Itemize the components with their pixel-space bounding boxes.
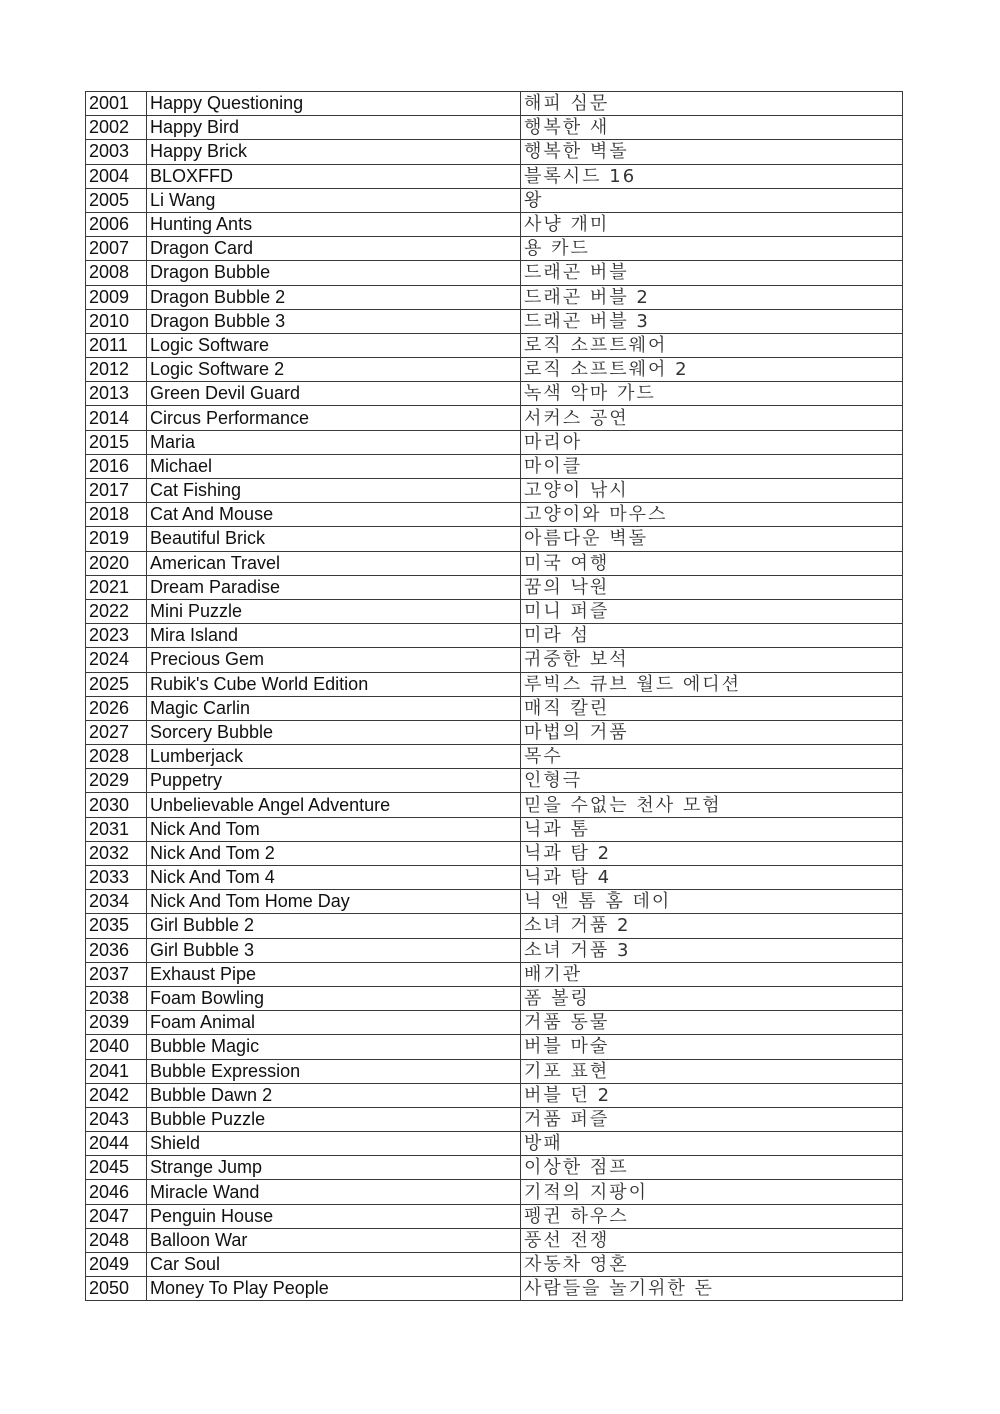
table-row <box>86 1277 903 1301</box>
english-title-cell: Happy Brick <box>147 140 521 164</box>
table-row <box>86 212 903 236</box>
table-row <box>86 116 903 140</box>
english-title-cell: Lumberjack <box>147 745 521 769</box>
english-title-cell: Dream Paradise <box>147 575 521 599</box>
english-title-cell: Foam Animal <box>147 1011 521 1035</box>
english-title-cell: Bubble Magic <box>147 1035 521 1059</box>
english-title-cell: Green Devil Guard <box>147 382 521 406</box>
korean-title-cell: 자동차 영혼 <box>521 1253 903 1277</box>
english-title-cell: Li Wang <box>147 188 521 212</box>
table-row <box>86 696 903 720</box>
english-title-cell: Miracle Wand <box>147 1180 521 1204</box>
table-row <box>86 285 903 309</box>
korean-title-cell: 행복한 벽돌 <box>521 140 903 164</box>
english-title-cell: Penguin House <box>147 1204 521 1228</box>
english-title-cell: Mira Island <box>147 624 521 648</box>
english-title-cell: Cat Fishing <box>147 479 521 503</box>
game-number-cell: 2032 <box>86 841 147 865</box>
game-number-cell: 2030 <box>86 793 147 817</box>
korean-title-cell: 풍선 전쟁 <box>521 1228 903 1252</box>
table-row <box>86 164 903 188</box>
english-title-cell: Cat And Mouse <box>147 503 521 527</box>
korean-title-cell: 닉과 톰 <box>521 817 903 841</box>
table-row <box>86 92 903 116</box>
korean-title-cell: 미라 섬 <box>521 624 903 648</box>
game-number-cell: 2035 <box>86 914 147 938</box>
english-title-cell: Nick And Tom <box>147 817 521 841</box>
table-row <box>86 1253 903 1277</box>
english-title-cell: Strange Jump <box>147 1156 521 1180</box>
korean-title-cell: 믿을 수없는 천사 모험 <box>521 793 903 817</box>
english-title-cell: Money To Play People <box>147 1277 521 1301</box>
korean-title-cell: 미니 퍼즐 <box>521 599 903 623</box>
table-row <box>86 599 903 623</box>
game-number-cell: 2013 <box>86 382 147 406</box>
korean-title-cell: 이상한 점프 <box>521 1156 903 1180</box>
english-title-cell: Mini Puzzle <box>147 599 521 623</box>
korean-title-cell: 미국 여행 <box>521 551 903 575</box>
english-title-cell: Shield <box>147 1132 521 1156</box>
english-title-cell: Nick And Tom 2 <box>147 841 521 865</box>
table-row <box>86 1228 903 1252</box>
game-number-cell: 2040 <box>86 1035 147 1059</box>
korean-title-cell: 고양이 낚시 <box>521 479 903 503</box>
game-number-cell: 2029 <box>86 769 147 793</box>
english-title-cell: Rubik's Cube World Edition <box>147 672 521 696</box>
table-row <box>86 575 903 599</box>
english-title-cell: Bubble Puzzle <box>147 1107 521 1131</box>
table-row <box>86 817 903 841</box>
table-row <box>86 986 903 1010</box>
korean-title-cell: 매직 칼린 <box>521 696 903 720</box>
game-number-cell: 2027 <box>86 720 147 744</box>
english-title-cell: Michael <box>147 454 521 478</box>
table-row <box>86 1107 903 1131</box>
game-number-cell: 2031 <box>86 817 147 841</box>
korean-title-cell: 마리아 <box>521 430 903 454</box>
game-number-cell: 2048 <box>86 1228 147 1252</box>
game-number-cell: 2043 <box>86 1107 147 1131</box>
game-number-cell: 2022 <box>86 599 147 623</box>
game-number-cell: 2001 <box>86 92 147 116</box>
table-row <box>86 1083 903 1107</box>
korean-title-cell: 용 카드 <box>521 237 903 261</box>
table-row <box>86 261 903 285</box>
english-title-cell: Happy Questioning <box>147 92 521 116</box>
english-title-cell: Car Soul <box>147 1253 521 1277</box>
table-row <box>86 914 903 938</box>
game-number-cell: 2018 <box>86 503 147 527</box>
english-title-cell: Maria <box>147 430 521 454</box>
table-row <box>86 430 903 454</box>
table-row <box>86 1132 903 1156</box>
table-row <box>86 454 903 478</box>
korean-title-cell: 해피 심문 <box>521 92 903 116</box>
game-number-cell: 2011 <box>86 333 147 357</box>
game-number-cell: 2037 <box>86 962 147 986</box>
table-row <box>86 938 903 962</box>
korean-title-cell: 닉과 탐 2 <box>521 841 903 865</box>
game-number-cell: 2014 <box>86 406 147 430</box>
korean-title-cell: 버블 마술 <box>521 1035 903 1059</box>
table-row <box>86 188 903 212</box>
korean-title-cell: 행복한 새 <box>521 116 903 140</box>
table-row <box>86 527 903 551</box>
table-row <box>86 720 903 744</box>
korean-title-cell: 닉 앤 톰 홈 데이 <box>521 890 903 914</box>
game-number-cell: 2028 <box>86 745 147 769</box>
table-row <box>86 745 903 769</box>
table-row <box>86 1180 903 1204</box>
english-title-cell: Beautiful Brick <box>147 527 521 551</box>
game-number-cell: 2017 <box>86 479 147 503</box>
game-number-cell: 2010 <box>86 309 147 333</box>
table-row <box>86 769 903 793</box>
game-number-cell: 2046 <box>86 1180 147 1204</box>
korean-title-cell: 귀중한 보석 <box>521 648 903 672</box>
english-title-cell: Precious Gem <box>147 648 521 672</box>
english-title-cell: Logic Software <box>147 333 521 357</box>
korean-title-cell: 기포 표현 <box>521 1059 903 1083</box>
korean-title-cell: 폼 볼링 <box>521 986 903 1010</box>
table-row <box>86 309 903 333</box>
korean-title-cell: 블록시드 16 <box>521 164 903 188</box>
game-number-cell: 2034 <box>86 890 147 914</box>
game-number-cell: 2025 <box>86 672 147 696</box>
korean-title-cell: 방패 <box>521 1132 903 1156</box>
korean-title-cell: 닉과 탐 4 <box>521 866 903 890</box>
english-title-cell: Dragon Bubble 2 <box>147 285 521 309</box>
korean-title-cell: 배기관 <box>521 962 903 986</box>
game-number-cell: 2004 <box>86 164 147 188</box>
english-title-cell: Nick And Tom Home Day <box>147 890 521 914</box>
game-number-cell: 2033 <box>86 866 147 890</box>
korean-title-cell: 녹색 악마 가드 <box>521 382 903 406</box>
korean-title-cell: 로직 소프트웨어 <box>521 333 903 357</box>
english-title-cell: Hunting Ants <box>147 212 521 236</box>
table-row <box>86 333 903 357</box>
korean-title-cell: 드래곤 버블 2 <box>521 285 903 309</box>
table-row <box>86 1035 903 1059</box>
game-number-cell: 2019 <box>86 527 147 551</box>
korean-title-cell: 소녀 거품 2 <box>521 914 903 938</box>
table-row <box>86 1156 903 1180</box>
game-number-cell: 2044 <box>86 1132 147 1156</box>
game-number-cell: 2023 <box>86 624 147 648</box>
english-title-cell: Puppetry <box>147 769 521 793</box>
game-number-cell: 2026 <box>86 696 147 720</box>
game-number-cell: 2041 <box>86 1059 147 1083</box>
game-number-cell: 2045 <box>86 1156 147 1180</box>
game-number-cell: 2038 <box>86 986 147 1010</box>
table-row <box>86 140 903 164</box>
korean-title-cell: 로직 소프트웨어 2 <box>521 358 903 382</box>
english-title-cell: Dragon Bubble 3 <box>147 309 521 333</box>
korean-title-cell: 사냥 개미 <box>521 212 903 236</box>
table-row <box>86 648 903 672</box>
korean-title-cell: 드래곤 버블 <box>521 261 903 285</box>
game-number-cell: 2021 <box>86 575 147 599</box>
game-number-cell: 2006 <box>86 212 147 236</box>
korean-title-cell: 꿈의 낙원 <box>521 575 903 599</box>
table-row <box>86 358 903 382</box>
game-number-cell: 2009 <box>86 285 147 309</box>
english-title-cell: Nick And Tom 4 <box>147 866 521 890</box>
korean-title-cell: 목수 <box>521 745 903 769</box>
table-row <box>86 551 903 575</box>
english-title-cell: American Travel <box>147 551 521 575</box>
game-number-cell: 2042 <box>86 1083 147 1107</box>
game-number-cell: 2039 <box>86 1011 147 1035</box>
english-title-cell: BLOXFFD <box>147 164 521 188</box>
game-title-table <box>85 91 903 1301</box>
table-row <box>86 624 903 648</box>
english-title-cell: Balloon War <box>147 1228 521 1252</box>
table-row <box>86 962 903 986</box>
korean-title-cell: 기적의 지팡이 <box>521 1180 903 1204</box>
game-list-sheet <box>85 91 903 1301</box>
english-title-cell: Logic Software 2 <box>147 358 521 382</box>
game-number-cell: 2012 <box>86 358 147 382</box>
table-row <box>86 382 903 406</box>
english-title-cell: Girl Bubble 3 <box>147 938 521 962</box>
game-number-cell: 2015 <box>86 430 147 454</box>
table-row <box>86 406 903 430</box>
korean-title-cell: 소녀 거품 3 <box>521 938 903 962</box>
english-title-cell: Dragon Bubble <box>147 261 521 285</box>
english-title-cell: Unbelievable Angel Adventure <box>147 793 521 817</box>
table-row <box>86 479 903 503</box>
game-number-cell: 2008 <box>86 261 147 285</box>
game-number-cell: 2050 <box>86 1277 147 1301</box>
table-row <box>86 1011 903 1035</box>
korean-title-cell: 서커스 공연 <box>521 406 903 430</box>
game-number-cell: 2020 <box>86 551 147 575</box>
table-row <box>86 793 903 817</box>
korean-title-cell: 루빅스 큐브 월드 에디션 <box>521 672 903 696</box>
korean-title-cell: 버블 던 2 <box>521 1083 903 1107</box>
korean-title-cell: 드래곤 버블 3 <box>521 309 903 333</box>
english-title-cell: Exhaust Pipe <box>147 962 521 986</box>
table-row <box>86 237 903 261</box>
english-title-cell: Sorcery Bubble <box>147 720 521 744</box>
english-title-cell: Foam Bowling <box>147 986 521 1010</box>
korean-title-cell: 고양이와 마우스 <box>521 503 903 527</box>
english-title-cell: Happy Bird <box>147 116 521 140</box>
english-title-cell: Bubble Expression <box>147 1059 521 1083</box>
game-number-cell: 2005 <box>86 188 147 212</box>
game-number-cell: 2024 <box>86 648 147 672</box>
table-row <box>86 890 903 914</box>
korean-title-cell: 왕 <box>521 188 903 212</box>
english-title-cell: Dragon Card <box>147 237 521 261</box>
table-row <box>86 841 903 865</box>
korean-title-cell: 마이클 <box>521 454 903 478</box>
korean-title-cell: 거품 동물 <box>521 1011 903 1035</box>
game-number-cell: 2016 <box>86 454 147 478</box>
table-row <box>86 1059 903 1083</box>
game-number-cell: 2003 <box>86 140 147 164</box>
game-number-cell: 2036 <box>86 938 147 962</box>
game-number-cell: 2049 <box>86 1253 147 1277</box>
korean-title-cell: 마법의 거품 <box>521 720 903 744</box>
english-title-cell: Girl Bubble 2 <box>147 914 521 938</box>
korean-title-cell: 거품 퍼즐 <box>521 1107 903 1131</box>
korean-title-cell: 펭귄 하우스 <box>521 1204 903 1228</box>
game-number-cell: 2002 <box>86 116 147 140</box>
korean-title-cell: 사람들을 놀기위한 돈 <box>521 1277 903 1301</box>
korean-title-cell: 인형극 <box>521 769 903 793</box>
table-row <box>86 1204 903 1228</box>
table-row <box>86 672 903 696</box>
korean-title-cell: 아름다운 벽돌 <box>521 527 903 551</box>
game-number-cell: 2007 <box>86 237 147 261</box>
english-title-cell: Bubble Dawn 2 <box>147 1083 521 1107</box>
english-title-cell: Magic Carlin <box>147 696 521 720</box>
table-row <box>86 503 903 527</box>
game-number-cell: 2047 <box>86 1204 147 1228</box>
table-row <box>86 866 903 890</box>
table-body <box>86 92 903 1301</box>
english-title-cell: Circus Performance <box>147 406 521 430</box>
